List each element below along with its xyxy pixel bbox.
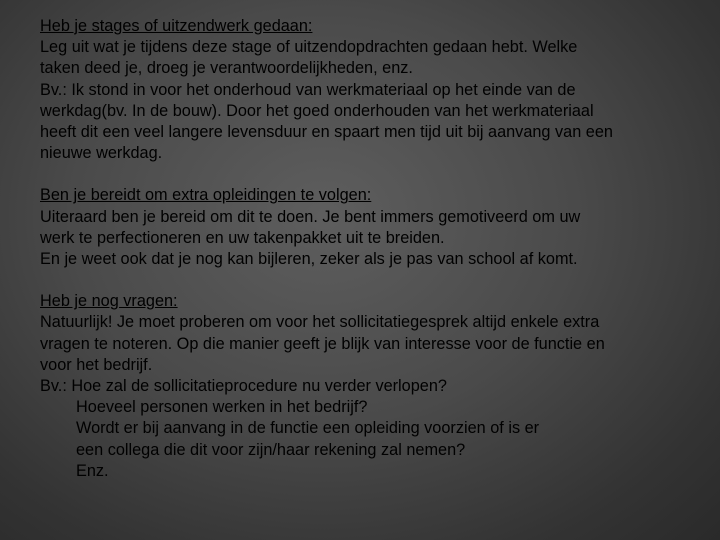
body-line: Bv.: Ik stond in voor het onderhoud van werkmateriaal op het einde van de: [40, 80, 576, 99]
body-line: Natuurlijk! Je moet proberen om voor het sollicitatiegesprek altijd enkele extra: [40, 313, 600, 332]
indented-question: Hoeveel personen werken in het bedrijf?: [76, 398, 368, 417]
slide-content: [40, 16, 700, 503]
section-internships: [40, 16, 700, 164]
body-line: En je weet ook dat je nog kan bijleren, zeker als je pas van school af komt.: [40, 250, 578, 269]
section-heading: Heb je stages of uitzendwerk gedaan:: [40, 17, 313, 35]
body-line: voor het bedrijf.: [40, 355, 153, 374]
body-line: Leg uit wat je tijdens deze stage of uitzendopdrachten gedaan hebt. Welke: [40, 38, 578, 57]
body-line: taken deed je, droeg je verantwoordelijkheden, enz.: [40, 59, 413, 78]
indented-question: Enz.: [76, 461, 109, 480]
body-line: werk te perfectioneren en uw takenpakket uit te breiden.: [40, 228, 445, 247]
body-line: Bv.: Hoe zal de sollicitatieprocedure nu verder verlopen?: [40, 377, 447, 396]
indented-question: een collega die dit voor zijn/haar rekening zal nemen?: [76, 440, 466, 459]
section-questions: [40, 291, 700, 482]
section-heading: Ben je bereidt om extra opleidingen te volgen:: [40, 186, 372, 205]
section-training: [40, 185, 700, 270]
body-line: vragen te noteren. Op die manier geeft je blijk van interesse voor de functie en: [40, 334, 605, 353]
body-line: nieuwe werkdag.: [40, 144, 163, 163]
indented-question: Wordt er bij aanvang in de functie een opleiding voorzien of is er: [76, 419, 540, 438]
section-heading: Heb je nog vragen:: [40, 292, 178, 311]
body-line: Uiteraard ben je bereid om dit te doen. Je bent immers gemotiveerd om uw: [40, 207, 581, 226]
body-line: heeft dit een veel langere levensduur en spaart men tijd uit bij aanvang van een: [40, 123, 613, 142]
body-line: werkdag(bv. In de bouw). Door het goed onderhouden van het werkmateriaal: [40, 101, 594, 120]
